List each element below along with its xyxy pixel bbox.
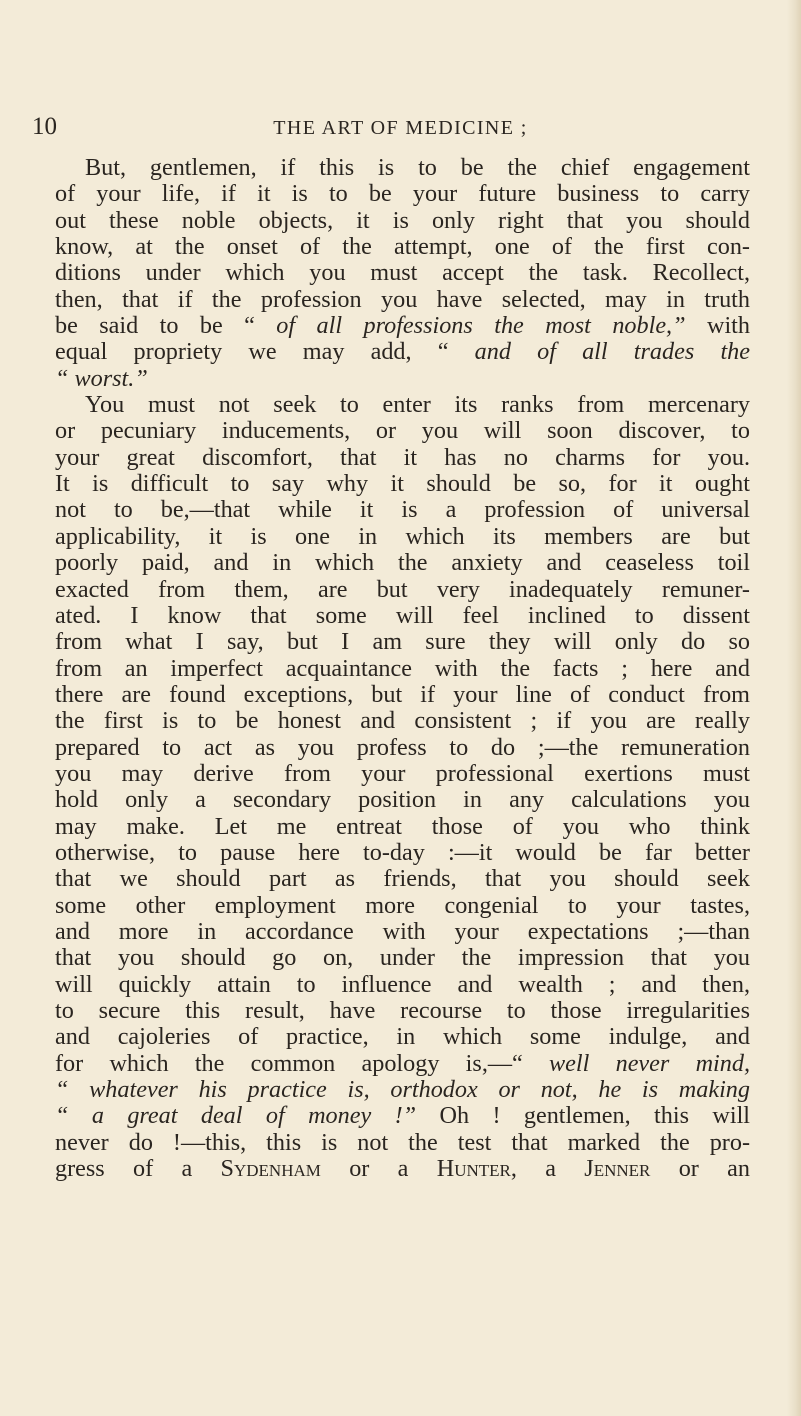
text-line: exacted from them, are but very inadequately remuner- bbox=[55, 575, 750, 603]
italic-quote: well never mind, bbox=[549, 1049, 750, 1077]
italic-quote: “ a great deal of money !” bbox=[55, 1102, 417, 1130]
name-hunter: Hunter bbox=[436, 1155, 511, 1183]
text-span: gress of a bbox=[55, 1155, 221, 1183]
text-span: or a bbox=[320, 1155, 437, 1183]
text-span: with bbox=[685, 312, 750, 340]
text-span: or an bbox=[650, 1155, 750, 1183]
text-line bbox=[55, 339, 750, 365]
text-line: from an imperfect acquaintance with the facts ; here and bbox=[55, 654, 750, 682]
text-line: prepared to act as you profess to do ;—the remuneration bbox=[55, 733, 750, 761]
text-line: from what I say, but I am sure they will only do so bbox=[55, 628, 750, 656]
text-line: that you should go on, under the impression that you bbox=[55, 944, 750, 972]
text-line: ditions under which you must accept the task. Recollect, bbox=[55, 259, 750, 287]
text-line: the first is to be honest and consistent ; if you are really bbox=[55, 707, 750, 735]
italic-quote: “ whatever his practice is, orthodox or not, he is making bbox=[55, 1076, 750, 1104]
text-line bbox=[55, 1077, 750, 1103]
text-line: you may derive from your professional exertions must bbox=[55, 759, 750, 787]
name-jenner: Jenner bbox=[584, 1155, 651, 1183]
italic-quote: and of all trades the bbox=[474, 338, 750, 366]
text-line: ated. I know that some will feel inclined to dissent bbox=[55, 601, 750, 629]
text-line bbox=[55, 1156, 750, 1182]
page-edge bbox=[787, 0, 801, 1416]
text-line: not to be,—that while it is a profession of universal bbox=[55, 496, 750, 524]
text-line: then, that if the profession you have selected, may in truth bbox=[55, 285, 750, 313]
text-line: never do !—this, this is not the test that marked the pro- bbox=[55, 1128, 750, 1156]
text-span: , a bbox=[510, 1155, 585, 1183]
text-line: or pecuniary inducements, or you will soon discover, to bbox=[55, 417, 750, 445]
text-span: be said to be “ bbox=[55, 312, 277, 340]
text-line: some other employment more congenial to your tastes, bbox=[55, 891, 750, 919]
text-line bbox=[55, 366, 750, 392]
text-line: You must not seek to enter its ranks from mercenary bbox=[85, 391, 750, 419]
text-line: of your life, if it is to be your future business to carry bbox=[55, 180, 750, 208]
text-line: otherwise, to pause here to-day :—it would be far better bbox=[55, 838, 750, 866]
name-sydenham: Sydenham bbox=[220, 1155, 321, 1183]
text-line: to secure this result, have recourse to those irregularities bbox=[55, 997, 750, 1024]
text-line: But, gentlemen, if this is to be the chief engagement bbox=[85, 154, 750, 181]
italic-quote: of all professions the most noble,” bbox=[276, 312, 686, 340]
text-line: and cajoleries of practice, in which some indulge, and bbox=[55, 1023, 750, 1051]
text-line: poorly paid, and in which the anxiety and ceaseless toil bbox=[55, 549, 750, 577]
text-line: there are found exceptions, but if your line of conduct from bbox=[55, 680, 750, 708]
text-span: for which the common apology is,—“ bbox=[55, 1049, 550, 1077]
text-line: know, at the onset of the attempt, one of the first con- bbox=[55, 233, 750, 261]
italic-quote: “ worst.” bbox=[55, 364, 148, 392]
text-line: out these noble objects, it is only right that you should bbox=[55, 206, 750, 234]
running-title: THE ART OF MEDICINE ; bbox=[273, 117, 528, 139]
text-line bbox=[55, 1051, 750, 1077]
text-line: It is difficult to say why it should be so, for it ought bbox=[55, 470, 750, 498]
text-line: that we should part as friends, that you should seek bbox=[55, 865, 750, 893]
page-number: 10 bbox=[32, 113, 57, 140]
text-line: may make. Let me entreat those of you who think bbox=[55, 812, 750, 840]
page-header bbox=[0, 112, 801, 142]
text-line: and more in accordance with your expectations ;—than bbox=[55, 917, 750, 945]
text-span: Oh ! gentlemen, this will bbox=[416, 1102, 751, 1130]
text-span: equal propriety we may add, “ bbox=[55, 338, 475, 366]
text-line: applicability, it is one in which its members are but bbox=[55, 522, 750, 550]
text-line: will quickly attain to influence and wealth ; and then, bbox=[55, 970, 750, 998]
text-line: hold only a secondary position in any calculations you bbox=[55, 786, 750, 814]
text-line bbox=[55, 1103, 750, 1129]
text-line bbox=[55, 313, 750, 339]
text-line: your great discomfort, that it has no charms for you. bbox=[55, 443, 750, 471]
body-text bbox=[55, 155, 750, 1182]
